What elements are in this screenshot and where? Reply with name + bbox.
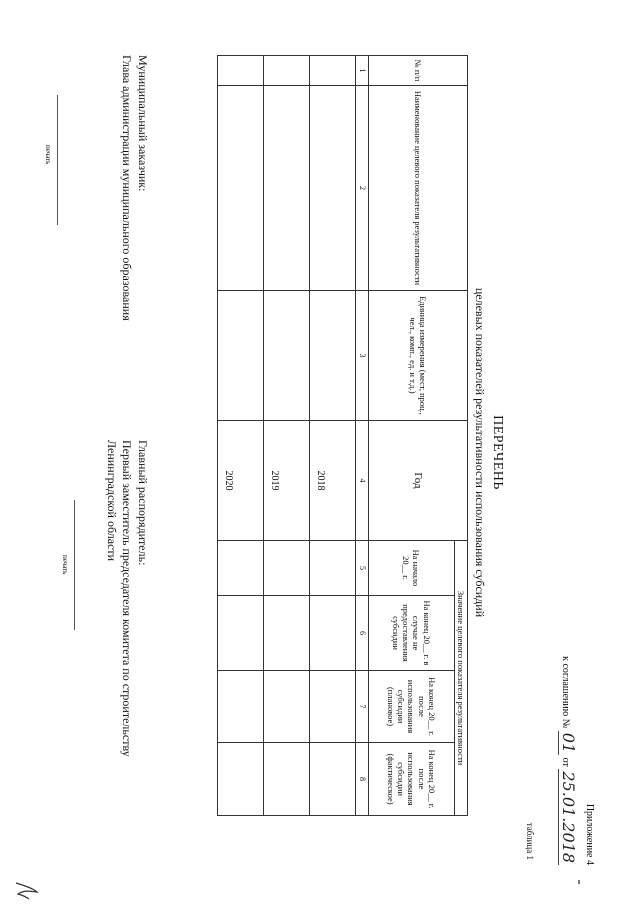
col-header-year: Год <box>368 421 467 541</box>
customer-signature-line <box>57 95 58 225</box>
distributor-signature-block <box>103 440 150 800</box>
cell-name <box>264 86 310 291</box>
table-number-label: таблица 1 <box>525 822 535 860</box>
cell-unit <box>310 291 356 421</box>
col-header-planned: На конец 20__ г. после использования субсидии (плановое) <box>368 671 454 743</box>
cell-year: 2020 <box>218 421 264 541</box>
document-title: ПЕРЕЧЕНЬ <box>490 415 505 490</box>
cell-value-planned <box>218 671 264 743</box>
cell-num <box>264 56 310 86</box>
cell-unit <box>264 291 310 421</box>
column-number: 4 <box>356 421 369 541</box>
cell-num <box>218 56 264 86</box>
distributor-stamp-label: печать <box>61 555 69 575</box>
col-header-no-subsidy: На конец 20__ г. в случае не предоставления субсидии <box>368 596 454 671</box>
appendix-label: Приложение 4 <box>584 803 595 865</box>
customer-position: Глава администрации муниципального образования <box>120 55 135 321</box>
cell-value-no-subsidy <box>310 596 356 671</box>
col-header-start: На начало 20__ г. <box>368 541 454 596</box>
column-number: 8 <box>356 743 369 816</box>
column-number: 3 <box>356 291 369 421</box>
col-header-num: № п/п <box>368 56 467 86</box>
cell-value-actual <box>310 743 356 816</box>
cell-value-planned <box>310 671 356 743</box>
distributor-title: Главный распорядитель: <box>136 440 150 566</box>
distributor-position: Первый заместитель председателя комитета по строительству Ленинградской области <box>104 440 135 757</box>
column-numbers-row <box>356 56 369 816</box>
table-row <box>310 56 356 816</box>
cell-value-start <box>310 541 356 596</box>
cell-value-no-subsidy <box>218 596 264 671</box>
agreement-prefix: к соглашению № <box>560 656 571 729</box>
column-number: 1 <box>356 56 369 86</box>
col-header-unit: Единица измерения (мест, проц., чел., комп., ед. и т.д.) <box>368 291 467 421</box>
col-header-name: Наименование целевого показателя результативности <box>368 86 467 291</box>
signature-scribble-icon <box>12 880 40 902</box>
cell-name <box>218 86 264 291</box>
column-number: 6 <box>356 596 369 671</box>
column-number: 2 <box>356 86 369 291</box>
cell-value-start <box>264 541 310 596</box>
document-subtitle: целевых показателей результативности использования субсидий <box>473 287 487 618</box>
cell-value-actual <box>218 743 264 816</box>
agreement-number: 01 <box>559 732 578 754</box>
cell-value-no-subsidy <box>264 596 310 671</box>
column-number: 7 <box>356 671 369 743</box>
cell-year: 2018 <box>310 421 356 541</box>
cell-year: 2019 <box>264 421 310 541</box>
distributor-signature-line <box>74 500 75 630</box>
scan-speck <box>578 880 580 884</box>
table-row <box>264 56 310 816</box>
cell-value-start <box>218 541 264 596</box>
customer-signature-block <box>119 55 150 321</box>
cell-name <box>310 86 356 291</box>
table-row <box>218 56 264 816</box>
customer-stamp-label: печать <box>44 145 52 165</box>
cell-num <box>310 56 356 86</box>
agreement-from: от <box>560 757 571 767</box>
col-header-group: Значение целевого показателя результативности <box>454 541 467 816</box>
agreement-date: 25.01.2018 <box>559 771 578 863</box>
indicators-table <box>217 55 468 816</box>
cell-value-planned <box>264 671 310 743</box>
customer-title: Муниципальный заказчик: <box>136 55 150 192</box>
agreement-line <box>559 656 578 865</box>
column-number: 5 <box>356 541 369 596</box>
cell-unit <box>218 291 264 421</box>
col-header-actual: На конец 20__ г. после использования субсидии (фактическое) <box>368 743 454 816</box>
cell-value-actual <box>264 743 310 816</box>
